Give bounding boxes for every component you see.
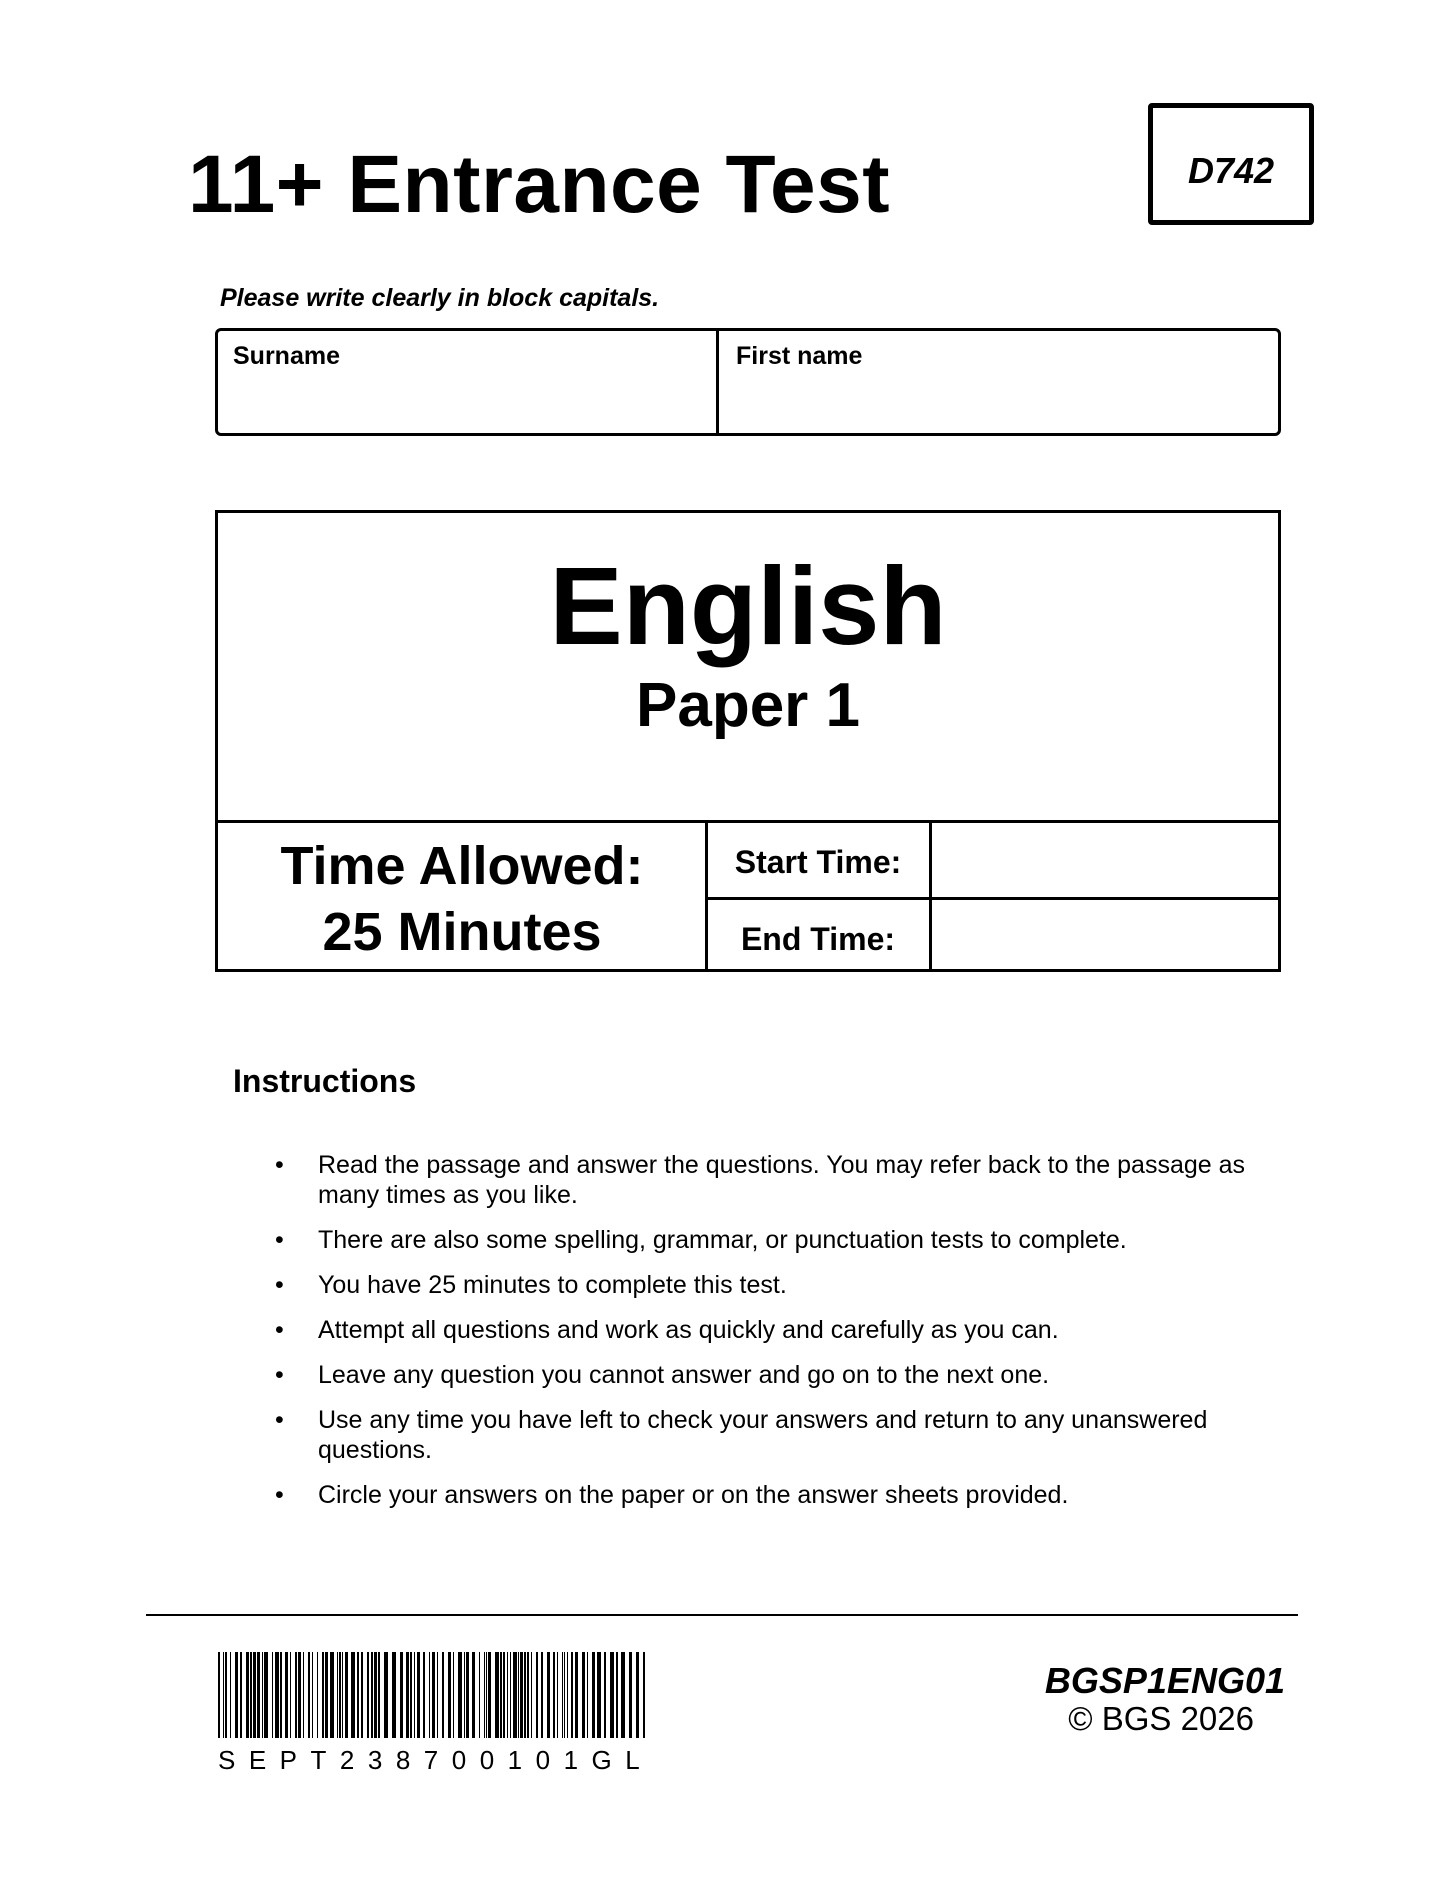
- list-item: • Attempt all questions and work as quickly and carefully as you can.: [275, 1315, 1265, 1345]
- subject-title: English: [549, 545, 947, 668]
- barcode-bar: [432, 1652, 435, 1738]
- barcode-bar: [410, 1652, 412, 1738]
- page-title: 11+ Entrance Test: [188, 139, 891, 230]
- barcode-bar: [553, 1652, 555, 1738]
- barcode-bar: [575, 1652, 578, 1738]
- barcode-bar: [384, 1652, 388, 1738]
- barcode-bar: [246, 1652, 249, 1738]
- barcode-bar: [597, 1652, 601, 1738]
- barcode-bar: [571, 1652, 573, 1738]
- barcode-bar: [458, 1652, 462, 1738]
- barcode-bar: [317, 1652, 318, 1738]
- barcode-bar: [225, 1652, 227, 1738]
- barcode-bar: [629, 1652, 632, 1738]
- barcode-bar: [503, 1652, 505, 1738]
- barcode-bar: [610, 1652, 614, 1738]
- time-row-divider: [705, 897, 1278, 900]
- paper-number: Paper 1: [635, 671, 861, 740]
- barcode-bar: [367, 1652, 369, 1738]
- barcode-bar: [488, 1652, 491, 1738]
- barcode-bar: [621, 1652, 625, 1738]
- list-item: • Leave any question you cannot answer and go on to the next one.: [275, 1360, 1265, 1390]
- barcode-bar: [235, 1652, 238, 1738]
- barcode-bar: [361, 1652, 363, 1738]
- paper-reference: BGSP1ENG01: [1044, 1660, 1285, 1701]
- barcode-bar: [495, 1652, 499, 1738]
- block-capitals-note: Please write clearly in block capitals.: [220, 284, 660, 312]
- barcode-bar: [351, 1652, 355, 1738]
- barcode-bar: [345, 1652, 348, 1738]
- barcode-bar: [272, 1652, 273, 1738]
- footer-divider: [146, 1614, 1298, 1616]
- barcode-bar: [218, 1652, 220, 1738]
- barcode-bar: [280, 1652, 282, 1738]
- paper-code-box: [1148, 103, 1314, 225]
- barcode-bar: [442, 1652, 444, 1738]
- barcode-bar: [500, 1652, 502, 1738]
- barcode-bar: [230, 1652, 231, 1738]
- barcode-bar: [339, 1652, 341, 1738]
- barcode-bar: [524, 1652, 526, 1738]
- barcode-bar: [322, 1652, 324, 1738]
- barcode-bar: [400, 1652, 403, 1738]
- barcode-bar: [298, 1652, 301, 1738]
- barcode-bar: [541, 1652, 543, 1738]
- barcode-bar: [325, 1652, 328, 1738]
- barcode-bar: [564, 1652, 565, 1738]
- barcode-bar: [262, 1652, 263, 1738]
- copyright: © BGS 2026: [1068, 1700, 1254, 1737]
- candidate-name-box: [215, 328, 1281, 436]
- barcode-bar: [337, 1652, 338, 1738]
- barcode-bar: [466, 1652, 469, 1738]
- barcode-bar: [643, 1652, 645, 1738]
- list-item: • There are also some spelling, grammar, or punctuation tests to complete.: [275, 1225, 1265, 1255]
- time-allowed-value: 25 Minutes: [322, 902, 602, 962]
- barcode-bar: [378, 1652, 380, 1738]
- barcode-bar: [285, 1652, 288, 1738]
- barcode-bar: [484, 1652, 485, 1738]
- barcode-bar: [253, 1652, 256, 1738]
- barcode-bar: [437, 1652, 438, 1738]
- barcode-bar: [486, 1652, 487, 1738]
- barcode-bar: [406, 1652, 409, 1738]
- barcode-icon: [218, 1652, 648, 1738]
- instructions-list: [275, 1150, 1265, 1525]
- barcode-bar: [453, 1652, 454, 1738]
- barcode-bar: [312, 1652, 313, 1738]
- barcode-bar: [330, 1652, 334, 1738]
- barcode-bar: [275, 1652, 279, 1738]
- barcode-bar: [518, 1652, 519, 1738]
- barcode-bar: [295, 1652, 297, 1738]
- barcode-bar: [264, 1652, 268, 1738]
- barcode-bar: [510, 1652, 511, 1738]
- barcode-bar: [513, 1652, 517, 1738]
- name-box-divider: [716, 331, 719, 433]
- instructions-heading: Instructions: [233, 1063, 417, 1099]
- barcode-bar: [417, 1652, 420, 1738]
- barcode-bar: [479, 1652, 480, 1738]
- barcode-bar: [250, 1652, 252, 1738]
- barcode-bar: [371, 1652, 373, 1738]
- barcode-bar: [604, 1652, 606, 1738]
- barcode-bar: [547, 1652, 550, 1738]
- paper-code: D742: [1187, 150, 1275, 191]
- surname-label: Surname: [233, 342, 340, 370]
- subject-box-divider: [218, 820, 1278, 823]
- barcode-bar: [507, 1652, 508, 1738]
- barcode-bar: [414, 1652, 415, 1738]
- barcode-bar: [290, 1652, 291, 1738]
- barcode-bar: [429, 1652, 430, 1738]
- barcode-bar: [562, 1652, 563, 1738]
- barcode-bar: [587, 1652, 588, 1738]
- barcode-bar: [527, 1652, 529, 1738]
- time-allowed: [218, 833, 706, 965]
- barcode-bar: [392, 1652, 396, 1738]
- barcode-bar: [531, 1652, 532, 1738]
- list-item: • Read the passage and answer the questions. You may refer back to the passage as many times as you like.: [275, 1150, 1265, 1210]
- start-time-label: Start Time:: [734, 844, 902, 880]
- barcode-bar: [374, 1652, 377, 1738]
- barcode-bar: [357, 1652, 359, 1738]
- barcode-bar: [520, 1652, 523, 1738]
- barcode-bar: [616, 1652, 618, 1738]
- subject-box: [215, 510, 1281, 972]
- barcode-bar: [464, 1652, 465, 1738]
- barcode-bar: [472, 1652, 475, 1738]
- list-item: • Circle your answers on the paper or on the answer sheets provided.: [275, 1480, 1265, 1510]
- barcode-bar: [257, 1652, 260, 1738]
- firstname-label: First name: [736, 342, 863, 370]
- list-item: • You have 25 minutes to complete this test.: [275, 1270, 1265, 1300]
- barcode-bar: [567, 1652, 568, 1738]
- barcode-bar: [303, 1652, 304, 1738]
- barcode-bar: [223, 1652, 224, 1738]
- barcode-number: SEPT238700101GL: [218, 1745, 654, 1775]
- barcode-bar: [536, 1652, 538, 1738]
- barcode-bar: [448, 1652, 451, 1738]
- barcode-bar: [240, 1652, 242, 1738]
- time-allowed-label: Time Allowed:: [280, 836, 644, 896]
- list-item: • Use any time you have left to check your answers and return to any unanswered questions.: [275, 1405, 1265, 1465]
- barcode-bar: [423, 1652, 425, 1738]
- barcode-bar: [308, 1652, 310, 1738]
- barcode-bar: [636, 1652, 639, 1738]
- barcode-bar: [592, 1652, 595, 1738]
- barcode-bar: [582, 1652, 585, 1738]
- end-time-label: End Time:: [740, 921, 896, 957]
- barcode-bar: [557, 1652, 558, 1738]
- barcode-bar: [342, 1652, 343, 1738]
